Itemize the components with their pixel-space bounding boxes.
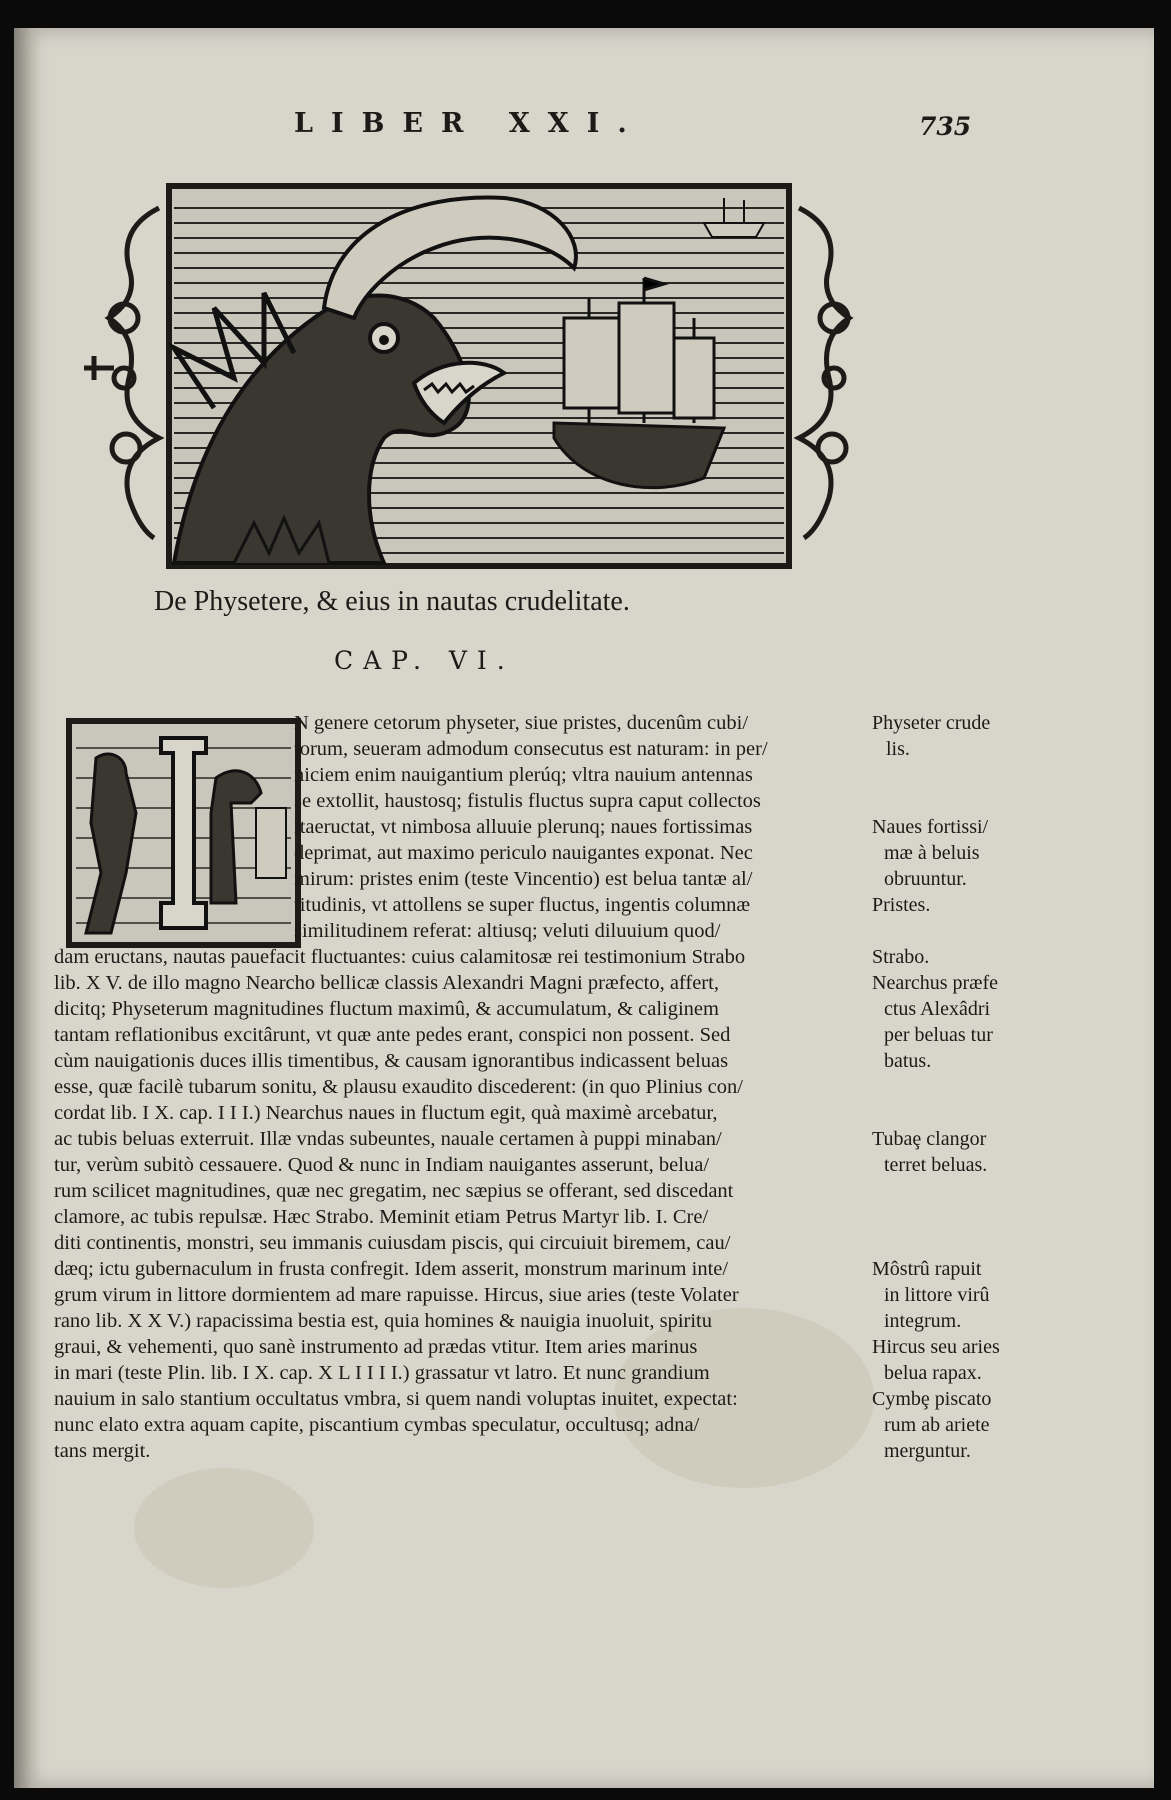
body-line: dæq; ictu gubernaculum in frusta confregit. Idem asserit, monstrum marinum inte/ xyxy=(54,1258,729,1280)
right-ornament xyxy=(799,208,849,538)
marginal-note: in littore virû xyxy=(884,1284,990,1306)
woodcut-illustration xyxy=(84,168,874,578)
marginal-note: batus. xyxy=(884,1050,932,1072)
page-number: 735 xyxy=(919,112,972,141)
left-ornament xyxy=(84,208,159,538)
body-line: titudinis, vt attollens se super fluctus, ingentis columnæ xyxy=(294,894,751,916)
marginal-note: lis. xyxy=(886,738,910,760)
body-line: itaeructat, vt nimbosa alluuie plerunq; naues fortissimas xyxy=(294,816,753,838)
body-line: niciem enim nauigantium plerúq; vltra nauium antennas xyxy=(294,764,753,786)
body-line: N genere cetorum physeter, siue pristes, ducenûm cubi/ xyxy=(294,712,749,734)
body-line: nauium in salo stantium occultatus vmbra, si quem nandi voluptas inuitet, expectat: xyxy=(54,1388,738,1410)
body-line: dam eructans, nautas pauefacit fluctuantes: cuius calamitosæ rei testimonium Strabo xyxy=(54,946,746,968)
page-gutter-shadow xyxy=(14,28,40,1788)
marginal-note: Nearchus præfe xyxy=(872,972,999,994)
body-line: graui, & vehementi, quo sanè instrumento ad prædas vtitur. Item aries marinus xyxy=(54,1336,698,1358)
body-line: diti continentis, monstri, seu immanis cuiusdam piscis, qui circuiuit biremem, cau/ xyxy=(54,1232,731,1254)
body-line: ac tubis beluas exterruit. Illæ vndas subeuntes, nauale certamen à puppi minaban/ xyxy=(54,1128,722,1150)
chapter-caption: De Physetere, & eius in nautas crudelitate. xyxy=(154,586,630,617)
marginal-note: per beluas tur xyxy=(884,1024,993,1046)
marginal-note: Pristes. xyxy=(872,894,931,916)
body-line: rum scilicet magnitudines, quæ nec gregatim, nec sæpius se offerant, sed discedant xyxy=(54,1180,734,1202)
body-line: clamore, ac tubis repulsæ. Hæc Strabo. Meminit etiam Petrus Martyr lib. I. Cre/ xyxy=(54,1206,709,1228)
marginal-note: obruuntur. xyxy=(884,868,967,890)
body-line: rano lib. X X V.) rapacissima bestia est, quia homines & nauigia inuoluit, spiritu xyxy=(54,1310,712,1332)
body-line: tur, verùm subitò cessauere. Quod & nunc in Indiam nauigantes asserunt, belua/ xyxy=(54,1154,710,1176)
marginal-note: mæ à beluis xyxy=(884,842,980,864)
running-head: LIBER XXI. xyxy=(294,108,645,139)
body-line: cùm nauigationis duces illis timentibus, & causam ignorantibus indicassent beluas xyxy=(54,1050,729,1072)
body-line: deprimat, aut maximo periculo nauigantes exponat. Nec xyxy=(294,842,753,864)
marginal-note: rum ab ariete xyxy=(884,1414,990,1436)
body-line: mirum: pristes enim (teste Vincentio) est belua tantæ al/ xyxy=(294,868,753,890)
marginal-note: Môstrû rapuit xyxy=(872,1258,982,1280)
body-line: esse, quæ facilè tubarum sonitu, & plausu exaudito discederent: (in quo Plinius con/ xyxy=(54,1076,743,1098)
marginal-note: Cymbȩ piscato xyxy=(872,1388,992,1410)
marginal-note: merguntur. xyxy=(884,1440,971,1462)
book-page xyxy=(14,28,1154,1788)
marginal-note: belua rapax. xyxy=(884,1362,982,1384)
body-line: dicitq; Physeterum magnitudines fluctum maximû, & accumulatum, & caliginem xyxy=(54,998,719,1020)
body-line: cordat lib. I X. cap. I I I.) Nearchus naues in fluctum egit, quà maximè arcebatur, xyxy=(54,1102,718,1124)
marginal-note: Hircus seu aries xyxy=(872,1336,1000,1358)
initial-letter-woodcut xyxy=(66,718,301,948)
chapter-number: CAP. VI. xyxy=(334,646,515,675)
body-line: torum, seueram admodum consecutus est naturam: in per/ xyxy=(294,738,768,760)
decorated-initial xyxy=(66,718,301,948)
body-line: lib. X V. de illo magno Nearcho bellicæ classis Alexandri Magni præfecto, affert, xyxy=(54,972,719,994)
marginal-note: terret beluas. xyxy=(884,1154,988,1176)
marginal-note: Strabo. xyxy=(872,946,930,968)
marginal-note: Tubaȩ clangor xyxy=(872,1128,987,1150)
body-line: similitudinem referat: altiusq; veluti diluuium quod/ xyxy=(294,920,721,942)
paper-stain xyxy=(134,1468,314,1588)
body-line: se extollit, haustosq; fistulis fluctus supra caput collectos xyxy=(294,790,761,812)
body-line: nunc elato extra aquam capite, piscantium cymbas speculatur, occultusq; adna/ xyxy=(54,1414,700,1436)
marginal-note: Naues fortissi/ xyxy=(872,816,989,838)
body-line: tantam reflationibus excitârunt, vt quæ ante pedes erant, conspici non possent. Sed xyxy=(54,1024,731,1046)
body-line: in mari (teste Plin. lib. I X. cap. X L I I I I.) grassatur vt latro. Et nunc grandium xyxy=(54,1362,710,1384)
marginal-note: ctus Alexâdri xyxy=(884,998,991,1020)
body-line: tans mergit. xyxy=(54,1440,151,1462)
body-line: grum virum in littore dormientem ad mare rapuisse. Hircus, siue aries (teste Volater xyxy=(54,1284,739,1306)
marginal-note: integrum. xyxy=(884,1310,962,1332)
physeter-woodcut xyxy=(84,168,874,578)
marginal-note: Physeter crude xyxy=(872,712,991,734)
